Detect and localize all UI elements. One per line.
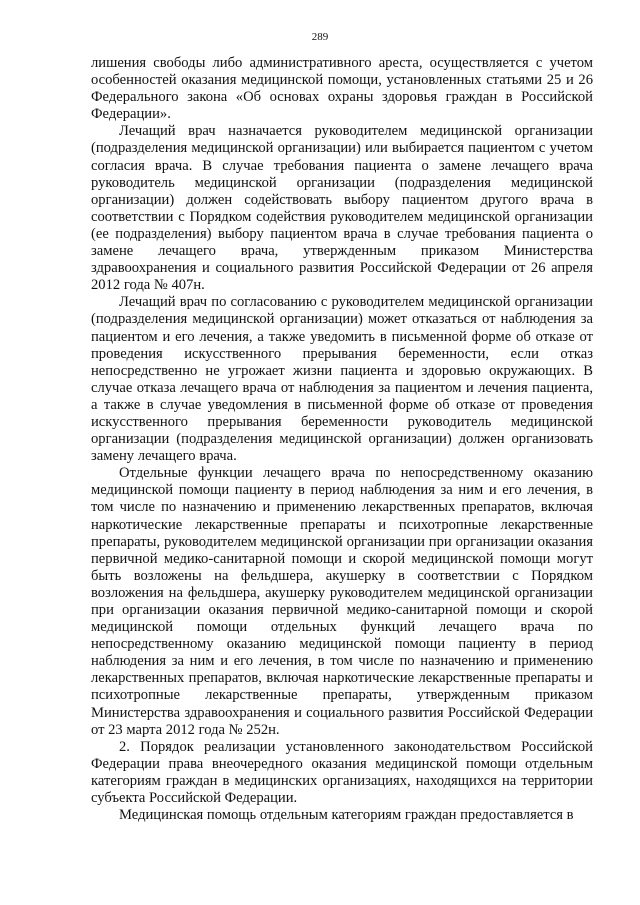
paragraph-attending-physician-appointment: Лечащий врач назначается руководителем медицинской организации (подразделения медицинской организации) или выбирается пациентом с учетом согласия врача. В случае требования пациента о замене лечащего врача руководитель медицинской организации (подразделения медицинской организации) должен содействовать выбору пациентом другого врача в соответствии с Порядком содействия руководителем медицинской организации (ее подразделения) выбору пациентом врача в случае требования пациента о замене лечащего врача, утвержденным приказом Министерства здравоохранения и социального развития Российской Федерации от 26 апреля 2012 года № 407н. bbox=[91, 123, 593, 294]
page-number: 289 bbox=[311, 31, 329, 43]
paragraph-continuation: лишения свободы либо административного ареста, осуществляется с учетом особенностей оказания медицинской помощи, установленных статьями 25 и 26 Федерального закона «Об основах охраны здоровья граждан в Российской Федерации». bbox=[91, 55, 593, 123]
document-body bbox=[91, 55, 593, 824]
paragraph-section-2-start: Медицинская помощь отдельным категориям граждан предоставляется в bbox=[119, 807, 574, 824]
paragraph-section-2-heading: 2. Порядок реализации установленного законодательством Российской Федерации права внеочередного оказания медицинской помощи отдельным категориям граждан в медицинских организациях, находящихся на территории субъекта Российской Федерации. bbox=[91, 738, 593, 807]
paragraph-physician-refusal: Лечащий врач по согласованию с руководителем медицинской организации (подразделения медицинской организации) может отказаться от наблюдения за пациентом и его лечения, а также уведомить в письменной форме об отказе от проведения искусственного прерывания беременности, если отказ непосредственно не угрожает жизни пациента и здоровью окружающих. В случае отказа лечащего врача от наблюдения за пациентом и лечения пациента, а также в случае уведомления в письменной форме об отказе от проведения искусственного прерывания беременности руководитель медицинской организации (подразделения медицинской организации) должен организовать замену лечащего врача. bbox=[91, 294, 593, 465]
paragraph-delegated-functions: Отдельные функции лечащего врача по непосредственному оказанию медицинской помощи пациенту в период наблюдения за ним и его лечения, в том числе по назначению и применению лекарственных препаратов, включая наркотические лекарственные препараты и психотропные лекарственные препараты, руководителем медицинской организации при организации оказания первичной медико-санитарной помощи и скорой медицинской помощи могут быть возложены на фельдшера, акушерку в соответствии с Порядком возложения на фельдшера, акушерку руководителем медицинской организации при организации оказания первичной медико-санитарной помощи и скорой медицинской помощи отдельных функций лечащего врача по непосредственному оказанию медицинской помощи пациенту в период наблюдения за ним и его лечения, в том числе по назначению и применению лекарственных препаратов, включая наркотические лекарственные препараты и психотропные лекарственные препараты, утвержденным приказом Министерства здравоохранения и социального развития Российской Федерации от 23 марта 2012 года № 252н. bbox=[91, 465, 593, 738]
